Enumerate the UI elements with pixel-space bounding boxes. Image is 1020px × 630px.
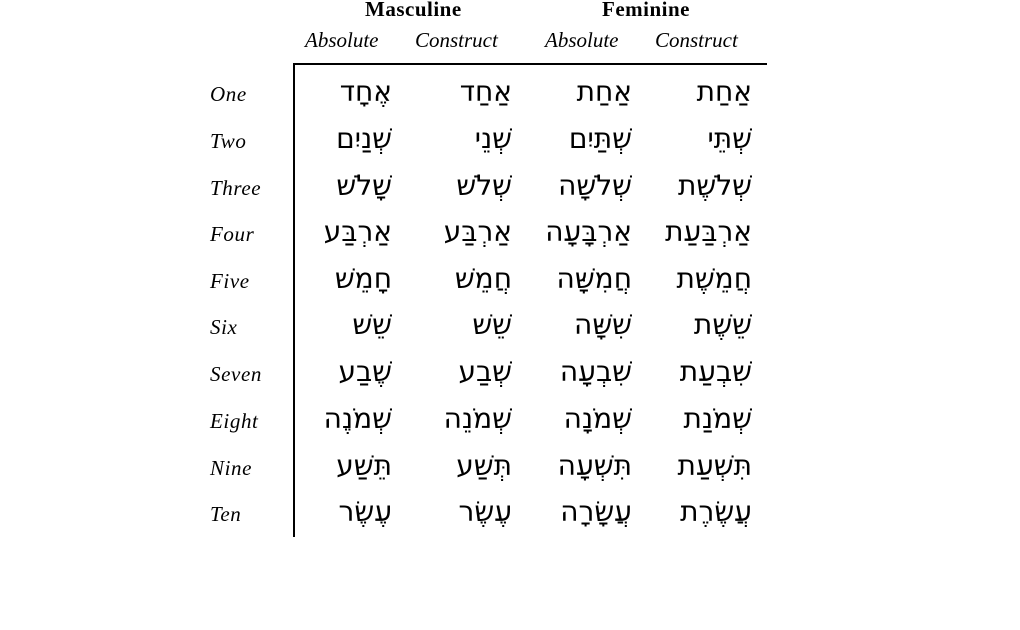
masculine-absolute-cell: תֵּשַׁע (336, 449, 392, 482)
feminine-construct-cell: שְׁמֹנַת (683, 402, 752, 435)
table-row (0, 119, 1020, 159)
masculine-construct-cell: אַרְבַּע (443, 215, 512, 248)
masculine-construct-cell: חֲמֵשׁ (454, 262, 512, 295)
feminine-construct-cell: אַרְבַּעַת (665, 215, 752, 248)
row-label: Five (210, 269, 250, 293)
feminine-absolute-cell: שִׁבְעָה (559, 355, 632, 388)
table-row (0, 399, 1020, 439)
masculine-absolute-cell: עֶשֶׂר (338, 495, 392, 528)
feminine-construct-cell: תִּשְׁעַת (677, 449, 752, 482)
masculine-construct-cell: תְּשַׁע (456, 449, 512, 482)
masculine-absolute-cell: אַרְבַּע (323, 215, 392, 248)
feminine-construct-cell: שְׁתֵּי (707, 122, 752, 155)
masculine-header: Masculine (365, 0, 462, 21)
row-label: Eight (210, 409, 259, 433)
table-row (0, 72, 1020, 112)
masculine-absolute-cell: שֶׁבַע (338, 355, 392, 388)
row-label: Three (210, 176, 262, 200)
feminine-absolute-cell: תִּשְׁעָה (557, 449, 632, 482)
masculine-construct-cell: שְׁבַע (458, 355, 512, 388)
feminine-header: Feminine (602, 0, 690, 21)
row-label: Ten (210, 502, 242, 526)
feminine-absolute-cell: שְׁמֹנָה (563, 402, 632, 435)
masculine-construct-cell: שֵׁשׁ (472, 308, 512, 341)
feminine-construct-header: Construct (655, 28, 738, 52)
feminine-absolute-header: Absolute (545, 28, 619, 52)
feminine-absolute-cell: שִׁשָּׁה (574, 308, 632, 341)
table-row (0, 212, 1020, 252)
masculine-absolute-cell: שְׁמֹנֶה (323, 402, 392, 435)
feminine-absolute-cell: שְׁלֹשָׁה (558, 169, 632, 202)
masculine-construct-cell: שְׁלֹשׁ (456, 169, 512, 202)
row-label: Four (210, 222, 255, 246)
header-divider-line (293, 63, 767, 65)
table-row (0, 446, 1020, 486)
masculine-absolute-header: Absolute (305, 28, 379, 52)
feminine-absolute-cell: אַחַת (576, 75, 632, 108)
table-row (0, 259, 1020, 299)
masculine-absolute-cell: אֶחָד (339, 75, 392, 108)
masculine-absolute-cell: שְׁנַיִם (336, 122, 392, 155)
masculine-construct-cell: שְׁמֹנֵה (443, 402, 512, 435)
feminine-construct-cell: שְׁלֹשֶׁת (678, 169, 752, 202)
row-label: Seven (210, 362, 262, 386)
masculine-construct-cell: עֶשֶׂר (458, 495, 512, 528)
masculine-absolute-cell: שֵׁשׁ (352, 308, 392, 341)
feminine-absolute-cell: אַרְבָּעָה (545, 215, 632, 248)
feminine-construct-cell: חֲמֵשֶׁת (676, 262, 752, 295)
feminine-construct-cell: עֲשֶׂרֶת (680, 495, 752, 528)
feminine-absolute-cell: שְׁתַּיִם (568, 122, 632, 155)
row-label: Nine (210, 456, 253, 480)
masculine-construct-header: Construct (415, 28, 498, 52)
table-row (0, 305, 1020, 345)
masculine-absolute-cell: חָמֵשׁ (334, 262, 392, 295)
feminine-absolute-cell: עֲשָׂרָה (560, 495, 632, 528)
masculine-construct-cell: אַחַד (459, 75, 512, 108)
masculine-absolute-cell: שָׁלֹשׁ (336, 169, 392, 202)
feminine-construct-cell: שֵׁשֶׁת (693, 308, 752, 341)
row-label: Two (210, 129, 247, 153)
masculine-construct-cell: שְׁנֵי (474, 122, 512, 155)
table-row (0, 352, 1020, 392)
feminine-construct-cell: אַחַת (696, 75, 752, 108)
feminine-absolute-cell: חֲמִשָּׁה (556, 262, 632, 295)
feminine-construct-cell: שִׁבְעַת (679, 355, 752, 388)
table-row (0, 492, 1020, 532)
row-label: Six (210, 315, 238, 339)
table-row (0, 166, 1020, 206)
row-label: One (210, 82, 247, 106)
